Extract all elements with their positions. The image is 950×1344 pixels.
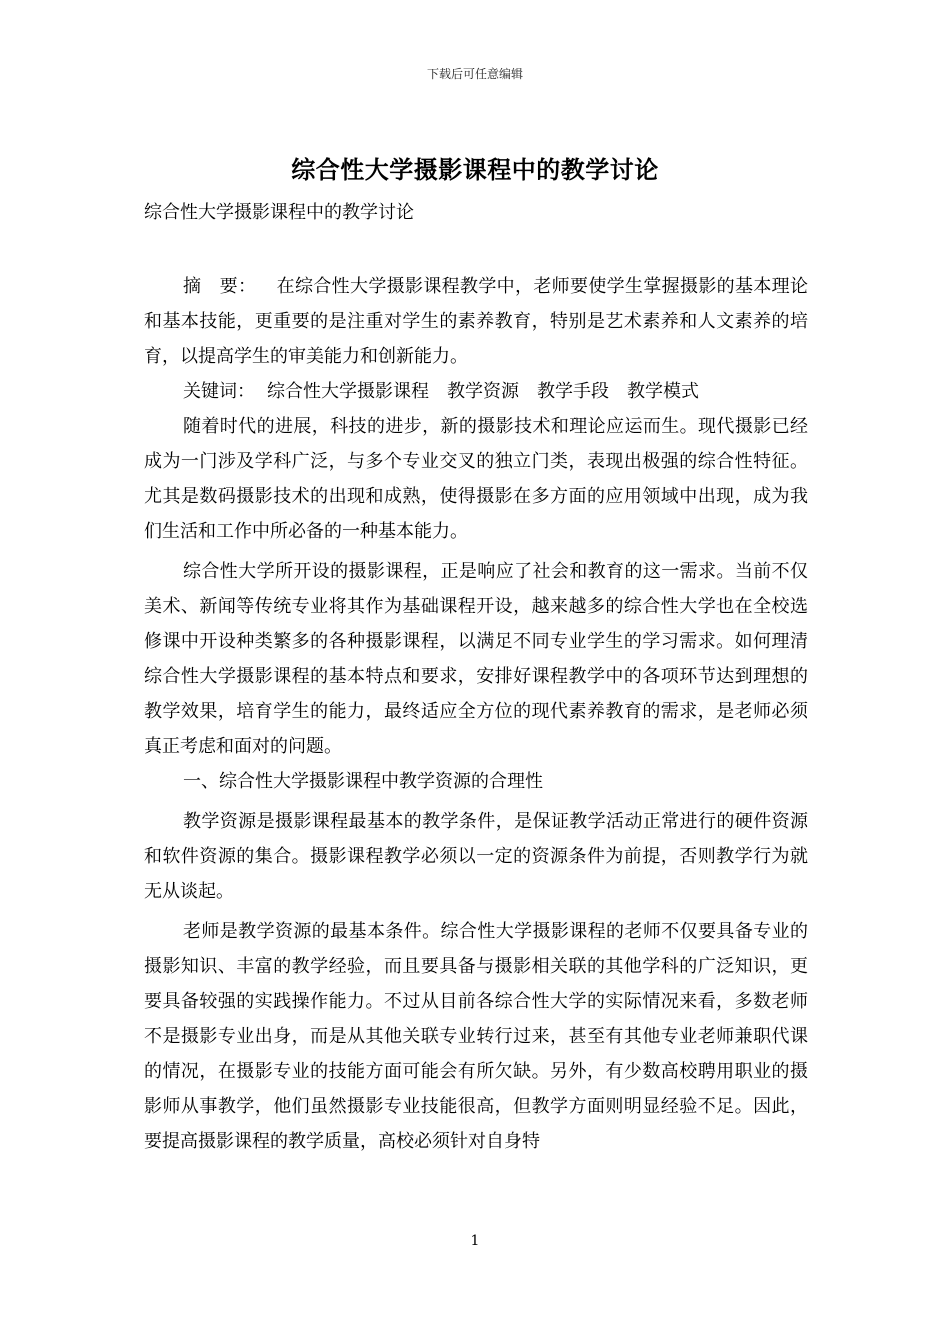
keywords-label: 关键词： [183,381,255,402]
body-paragraph-3: 教学资源是摄影课程最基本的教学条件，是保证教学活动正常进行的硬件资源和软件资源的集合。摄影课程教学必须以一定的资源条件为前提，否则教学行为就无从谈起。 [144,811,808,902]
document-title: 综合性大学摄影课程中的教学讨论 [291,155,659,184]
header-note: 下载后可任意编辑 [426,67,523,81]
body-paragraph-2: 综合性大学所开设的摄影课程，正是响应了社会和教育的这一需求。当前不仅美术、新闻等传统专业将其作为基础课程开设，越来越多的综合性大学也在全校选修课中开设种类繁多的各种摄影课程，以满足不同专业学生的学习需求。如何理清综合性大学摄影课程的基本特点和要求，安排好课程教学中的各项环节达到理想的教学效果，培育学生的能力，最终适应全方位的现代素养教育的需求，是老师必须真正考虑和面对的问题。 [144,561,808,757]
document-body [144,269,808,1159]
body-paragraph-1: 随着时代的进展，科技的进步，新的摄影技术和理论应运而生。现代摄影已经成为一门涉及学科广泛，与多个专业交叉的独立门类，表现出极强的综合性特征。尤其是数码摄影技术的出现和成熟，使得摄影在多方面的应用领域中出现，成为我们生活和工作中所必备的一种基本能力。 [144,416,808,542]
abstract-text: 在综合性大学摄影课程教学中，老师要使学生掌握摄影的基本理论和基本技能，更重要的是注重对学生的素养教育，特别是艺术素养和人文素养的培育，以提高学生的审美能力和创新能力。 [144,276,809,367]
abstract-label: 摘 要： [183,276,257,297]
keywords-text: 综合性大学摄影课程 教学资源 教学手段 教学模式 [267,381,699,402]
section-heading-1: 一、综合性大学摄影课程中教学资源的合理性 [183,771,543,792]
page-number: 1 [470,1233,480,1249]
keywords-paragraph [144,374,808,409]
abstract-paragraph [144,269,808,374]
body-paragraph-4: 老师是教学资源的最基本条件。综合性大学摄影课程的老师不仅要具备专业的摄影知识、丰富的教学经验，而且要具备与摄影相关联的其他学科的广泛知识，更要具备较强的实践操作能力。不过从目前各综合性大学的实际情况来看，多数老师不是摄影专业出身，而是从其他关联专业转行过来，甚至有其他专业老师兼职代课的情况，在摄影专业的技能方面可能会有所欠缺。另外，有少数高校聘用职业的摄影师从事教学，他们虽然摄影专业技能很高，但教学方面则明显经验不足。因此，要提高摄影课程的教学质量，高校必须针对自身特 [144,921,808,1152]
document-subtitle: 综合性大学摄影课程中的教学讨论 [144,202,414,223]
